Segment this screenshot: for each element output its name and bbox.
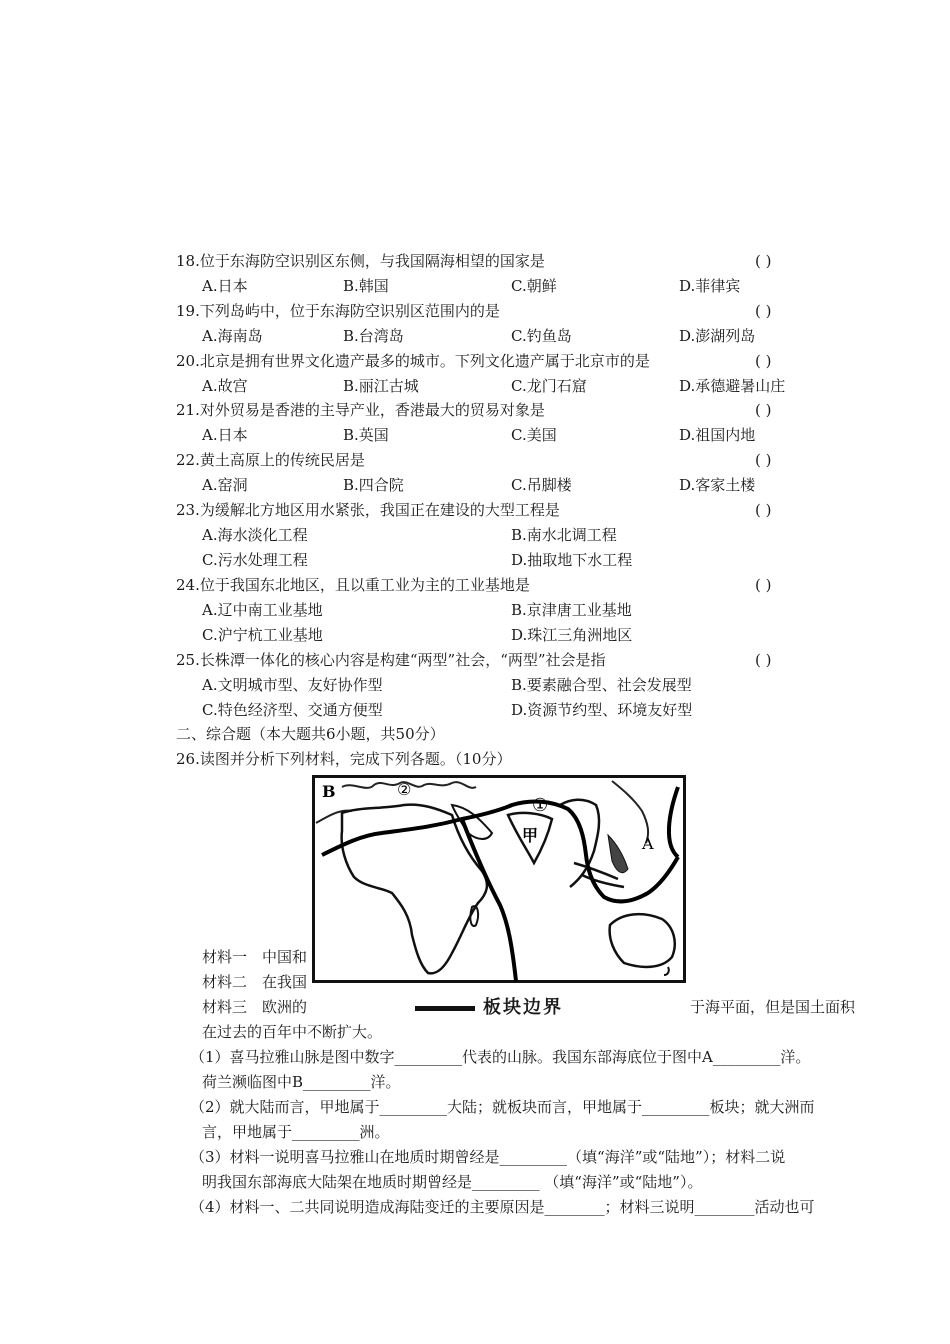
sub-question-3-cont: 明我国东部海底大陆架在地质时期曾经是_________ （填“海洋”或“陆地”）。 — [202, 1173, 703, 1191]
answer-paren[interactable]: ( ) — [755, 576, 772, 594]
question-number: 20. — [176, 352, 200, 370]
answer-paren[interactable]: ( ) — [755, 651, 772, 669]
option-b[interactable]: B.丽江古城 — [343, 377, 419, 395]
option-d[interactable]: D.资源节约型、环境友好型 — [511, 701, 693, 719]
legend-label: 板块边界 — [483, 997, 563, 1018]
section-heading: 二、综合题（本大题共6小题，共50分） — [176, 725, 445, 743]
question-number: 21. — [176, 401, 200, 419]
plate-boundary-map — [312, 775, 686, 983]
option-d[interactable]: D.抽取地下水工程 — [511, 551, 633, 569]
map-svg — [312, 775, 686, 983]
question-text: 位于东海防空识别区东侧，与我国隔海相望的国家是 — [199, 252, 545, 270]
option-a[interactable]: A.日本 — [202, 277, 248, 295]
option-b[interactable]: B.要素融合型、社会发展型 — [511, 676, 692, 694]
question-number: 25. — [176, 651, 200, 669]
question-number: 18. — [176, 252, 200, 270]
question-text: 对外贸易是香港的主导产业，香港最大的贸易对象是 — [199, 401, 545, 419]
option-b[interactable]: B.南水北调工程 — [511, 526, 617, 544]
option-d[interactable]: D.客家土楼 — [679, 476, 756, 494]
answer-paren[interactable]: ( ) — [755, 252, 772, 270]
plate-boundary-legend-icon — [415, 1006, 475, 1011]
option-c[interactable]: C.龙门石窟 — [511, 377, 587, 395]
option-b[interactable]: B.京津唐工业基地 — [511, 601, 632, 619]
option-a[interactable]: A.日本 — [202, 426, 248, 444]
sub-question-1: （1）喜马拉雅山脉是图中数字_________代表的山脉。我国东部海底位于图中A_________洋。 — [190, 1048, 811, 1066]
answer-paren[interactable]: ( ) — [755, 352, 772, 370]
option-c[interactable]: C.吊脚楼 — [511, 476, 572, 494]
label-2: ② — [397, 780, 412, 799]
question-text: 为缓解北方地区用水紧张，我国正在建设的大型工程是 — [199, 501, 560, 519]
option-d[interactable]: D.祖国内地 — [679, 426, 756, 444]
sub-question-1-cont: 荷兰濒临图中B_________洋。 — [202, 1073, 401, 1091]
question-text: 长株潭一体化的核心内容是构建“两型”社会，“两型”社会是指 — [199, 651, 606, 669]
sub-question-3: （3）材料一说明喜马拉雅山在地质时期曾经是_________（填“海洋”或“陆地”）；材料二说 — [190, 1148, 786, 1166]
question-22 — [176, 450, 365, 470]
material-2: 材料二 在我国 — [202, 973, 308, 991]
question-text: 北京是拥有世界文化遗产最多的城市。下列文化遗产属于北京市的是 — [199, 352, 650, 370]
answer-paren[interactable]: ( ) — [755, 451, 772, 469]
sub-question-2-cont: 言，甲地属于_________洲。 — [202, 1123, 390, 1141]
option-c[interactable]: C.沪宁杭工业基地 — [202, 626, 323, 644]
answer-paren[interactable]: ( ) — [755, 302, 772, 320]
option-d[interactable]: D.菲律宾 — [679, 277, 741, 295]
material-3-left: 材料三 欧洲的 — [202, 998, 308, 1016]
material-1: 材料一 中国和 — [202, 948, 308, 966]
option-c[interactable]: C.朝鲜 — [511, 277, 557, 295]
label-b: B — [322, 782, 336, 801]
label-a: A — [642, 834, 654, 853]
option-b[interactable]: B.韩国 — [343, 277, 389, 295]
map-legend — [415, 995, 563, 1020]
option-a[interactable]: A.辽中南工业基地 — [202, 601, 323, 619]
option-d[interactable]: D.承德避暑山庄 — [679, 377, 786, 395]
material-3-continued: 在过去的百年中不断扩大。 — [202, 1023, 383, 1041]
answer-paren[interactable]: ( ) — [755, 501, 772, 519]
sub-question-4: （4）材料一、二共同说明造成海陆变迁的主要原因是________；材料三说明________活动也可 — [190, 1198, 815, 1216]
option-a[interactable]: A.故宫 — [202, 377, 248, 395]
question-21 — [176, 400, 545, 420]
question-number: 23. — [176, 501, 200, 519]
option-c[interactable]: C.特色经济型、交通方便型 — [202, 701, 383, 719]
material-3-right: 于海平面，但是国土面积 — [690, 998, 856, 1016]
question-18 — [176, 251, 545, 271]
option-a[interactable]: A.文明城市型、友好协作型 — [202, 676, 383, 694]
option-d[interactable]: D.澎湖列岛 — [679, 327, 756, 345]
option-b[interactable]: B.台湾岛 — [343, 327, 404, 345]
answer-paren[interactable]: ( ) — [755, 401, 772, 419]
question-24 — [176, 575, 530, 595]
label-1: ① — [532, 795, 549, 816]
question-19 — [176, 301, 500, 321]
question-number: 22. — [176, 451, 200, 469]
option-d[interactable]: D.珠江三角洲地区 — [511, 626, 633, 644]
question-26-title: 26.读图并分析下列材料，完成下列各题。（10分） — [176, 750, 512, 768]
question-text: 黄土高原上的传统民居是 — [199, 451, 365, 469]
question-text: 位于我国东北地区，且以重工业为主的工业基地是 — [199, 576, 530, 594]
option-b[interactable]: B.四合院 — [343, 476, 404, 494]
question-20 — [176, 351, 650, 371]
option-c[interactable]: C.污水处理工程 — [202, 551, 308, 569]
question-text: 下列岛屿中，位于东海防空识别区范围内的是 — [199, 302, 500, 320]
question-number: 19. — [176, 302, 200, 320]
option-b[interactable]: B.英国 — [343, 426, 389, 444]
label-jia: 甲 — [522, 826, 539, 845]
option-a[interactable]: A.海水淡化工程 — [202, 526, 308, 544]
option-c[interactable]: C.美国 — [511, 426, 557, 444]
question-25 — [176, 650, 606, 670]
option-a[interactable]: A.窑洞 — [202, 476, 248, 494]
question-number: 24. — [176, 576, 200, 594]
option-a[interactable]: A.海南岛 — [202, 327, 263, 345]
question-23 — [176, 500, 560, 520]
sub-question-2: （2）就大陆而言，甲地属于_________大陆；就板块而言，甲地属于_________板块；就大洲而 — [190, 1098, 815, 1116]
option-c[interactable]: C.钓鱼岛 — [511, 327, 572, 345]
